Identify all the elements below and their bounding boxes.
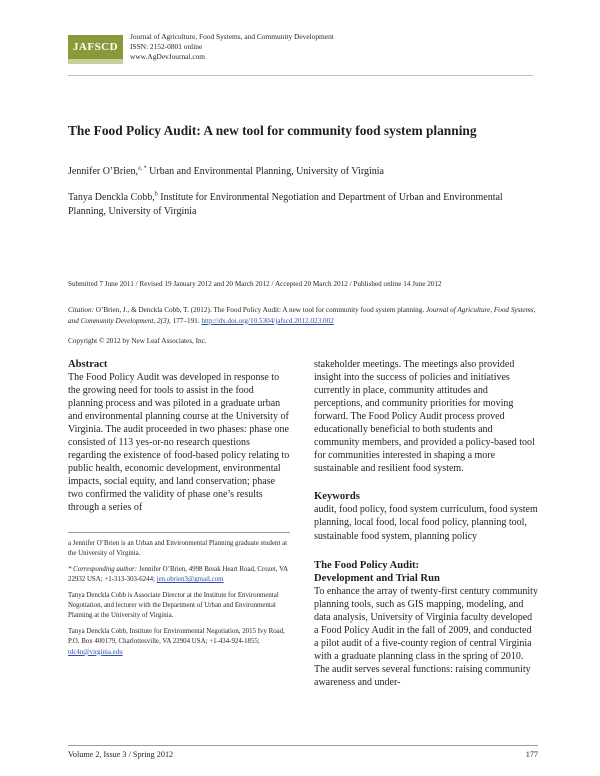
citation-label: Citation: xyxy=(68,306,94,314)
citation xyxy=(68,305,538,326)
email-link[interactable]: tdc4n@virginia.edu xyxy=(68,648,123,656)
footnote-a: a Jennifer O’Brien is an Urban and Environmental Planning graduate student at the University of Virginia. xyxy=(68,540,288,558)
contact-text: Tanya Denckla Cobb, Institute for Environmental Negotiation, 2015 Ivy Road, P.O. Box 400179, Charlottesville, VA 22904 USA; +1-434-924-1855; xyxy=(68,627,285,646)
abstract-text: The Food Policy Audit was developed in response to the growing need for tools to assist in the food planning process and was piloted in a graduate urban and environmental planning course at the University of Virginia. The audit proceeded in two phases: phase one consisted of 113 yes-or-no research questions regarding the existence of food-based policy relating to public health, economic development, environmental impacts, social equity, and land conservation; phase two confirmed the validity of phase one’s results through a series of xyxy=(68,372,290,514)
citation-text: O’Brien, J., & Denckla Cobb, T. (2012). The Food Policy Audit: A new tool for community food system planning. xyxy=(93,306,426,314)
author-list xyxy=(68,165,538,231)
corresponding-text: Jennifer O’Brien, 4998 Break Heart Road, Crozet, VA 22932 USA; +1-313-303-6244; xyxy=(68,565,288,584)
author-marker: a, * xyxy=(137,165,147,172)
footnote-b-contact xyxy=(68,627,290,658)
doi-link[interactable]: http://dx.doi.org/10.5304/jafscd.2012.023.002 xyxy=(201,316,334,325)
author-entry xyxy=(68,191,538,220)
author-entry xyxy=(68,165,538,180)
corresponding-label: * Corresponding author: xyxy=(68,565,138,573)
footnote-corresponding xyxy=(68,565,290,586)
section-heading xyxy=(314,559,538,585)
submission-dates: Submitted 7 June 2011 / Revised 19 January 2012 and 20 March 2012 / Accepted 20 March 2012 / Published online 14 June 2012 xyxy=(68,280,442,288)
journal-issn: ISSN: 2152-0801 online xyxy=(130,42,203,52)
journal-website[interactable]: www.AgDevJournal.com xyxy=(130,52,206,62)
copyright-notice: Copyright © 2012 by New Leaf Associates, Inc. xyxy=(68,337,207,345)
citation-pages: 177–191. xyxy=(170,316,202,325)
volume-info: Volume 2, Issue 3 / Spring 2012 xyxy=(68,750,174,759)
author-marker: b xyxy=(154,191,158,198)
journal-name: Journal of Agriculture, Food Systems, and Community Development xyxy=(130,32,334,41)
journal-logo: JAFSCD xyxy=(68,35,123,59)
footnote-divider xyxy=(68,532,290,533)
section-heading-line: The Food Policy Audit: xyxy=(314,559,420,571)
abstract-continued: stakeholder meetings. The meetings also provided insight into the success of policies and initiatives currently in place, community attitudes and perceptions, and community priorities for moving forward. The Food Policy Audit process proved educationally beneficial to both students and community members, and provided a policy-based tool for communities interested in shaping a more sustainable and resilient food system. xyxy=(314,359,535,475)
keywords-text: audit, food policy, food system curriculum, food system planning, local food, local food policy, planning tool, sustainable food system, planning policy xyxy=(314,504,538,542)
journal-header xyxy=(68,31,538,71)
logo-accent xyxy=(68,59,123,64)
page-number: 177 xyxy=(525,750,538,759)
journal-info xyxy=(130,32,334,63)
right-column xyxy=(314,358,538,689)
footer-divider xyxy=(68,745,538,746)
section-text: To enhance the array of twenty-first century community planning tools, such as GIS mapping, modeling, and data analysis, University of Virginia faculty developed a Food Policy Audit in the fall of 2009, and conducted a pilot audit of a five-county region of central Virginia with a graduate planning class in the spring of 2010. The audit serves several functions: raising community awareness and under- xyxy=(314,585,538,688)
section-heading-line: Development and Trial Run xyxy=(314,572,440,584)
footnote-b: Tanya Denckla Cobb is Associate Director at the Institute for Environmental Negotiation, and lecturer with the Department of Urban and Environmental Planning at the University of Virginia. xyxy=(68,591,279,620)
citation-journal: Journal of Agriculture, Food Systems, and Community Development, 2(3), xyxy=(68,306,536,325)
left-column xyxy=(68,358,290,515)
keywords-heading: Keywords xyxy=(314,491,360,503)
author-name: Jennifer O’Brien, xyxy=(68,166,138,177)
email-link[interactable]: jen.obrien3@gmail.com xyxy=(156,576,224,584)
abstract-heading: Abstract xyxy=(68,359,108,370)
footnotes xyxy=(68,539,290,663)
article-title: The Food Policy Audit: A new tool for community food system planning xyxy=(68,123,477,138)
author-affiliation: Urban and Environmental Planning, University of Virginia xyxy=(146,166,384,177)
author-affiliation: Institute for Environmental Negotiation and Department of Urban and Environmental Planning, University of Virginia xyxy=(68,191,503,217)
author-name: Tanya Denckla Cobb, xyxy=(68,191,155,203)
header-divider xyxy=(68,75,533,76)
